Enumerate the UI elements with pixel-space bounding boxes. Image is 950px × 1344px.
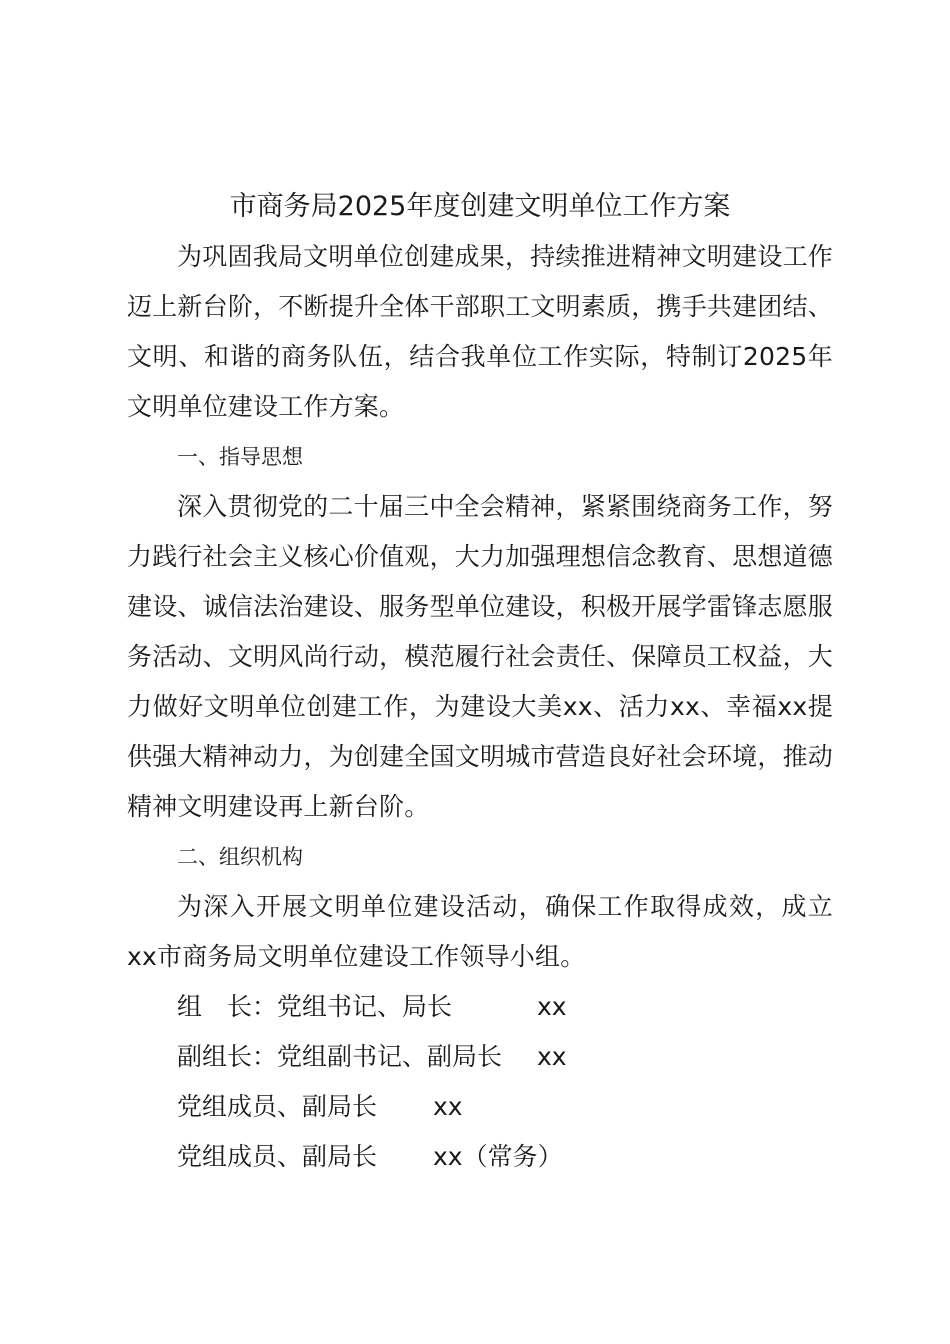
member-row-deputy-leader (127, 1032, 833, 1082)
document-title: 市商务局2025年度创建文明单位工作方案 (229, 191, 731, 222)
member-role: 党组成员、副局长 (177, 1142, 378, 1171)
document-page (127, 182, 833, 1182)
member-role: 组 长：党组书记、局长 (177, 992, 453, 1021)
member-row-leader (127, 982, 833, 1032)
member-name: xx (537, 1042, 567, 1071)
intro-paragraph: 为巩固我局文明单位创建成果，持续推进精神文明建设工作迈上新台阶，不断提升全体干部职工文明素质，携手共建团结、文明、和谐的商务队伍，结合我单位工作实际，特制订2025年文明单位建设工作方案。 (127, 242, 833, 421)
guiding-ideology-paragraph: 深入贯彻党的二十届三中全会精神，紧紧围绕商务工作，努力践行社会主义核心价值观，大力加强理想信念教育、思想道德建设、诚信法治建设、服务型单位建设，积极开展学雷锋志愿服务活动、文明风尚行动，模范履行社会责任、保障员工权益，大力做好文明单位创建工作，为建设大美xx、活力xx、幸福xx提供强大精神动力，为创建全国文明城市营造良好社会环境，推动精神文明建设再上新台阶。 (127, 492, 833, 821)
section-heading-guiding-ideology: 一、指导思想 (177, 445, 303, 469)
member-row-party-member-executive (127, 1132, 833, 1182)
section-heading-organization: 二、组织机构 (177, 845, 303, 869)
member-row-party-member (127, 1082, 833, 1132)
organization-paragraph: 为深入开展文明单位建设活动，确保工作取得成效，成立xx市商务局文明单位建设工作领导小组。 (127, 892, 833, 971)
member-role: 党组成员、副局长 (177, 1092, 378, 1121)
member-name: xx（常务） (433, 1142, 563, 1171)
member-role: 副组长：党组副书记、副局长 (177, 1042, 503, 1071)
member-name: xx (433, 1092, 463, 1121)
member-name: xx (537, 992, 567, 1021)
